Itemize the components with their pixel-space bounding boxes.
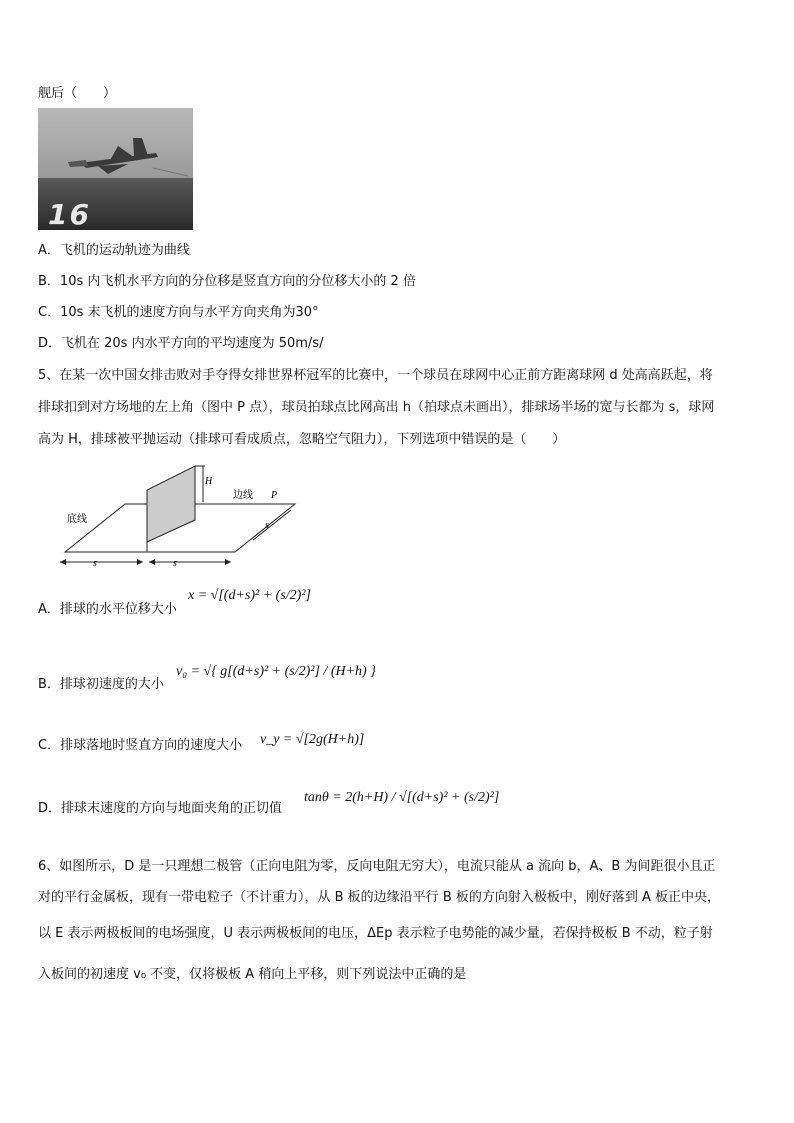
q5-option-c-text: C．排球落地时竖直方向的速度大小 [38, 738, 243, 753]
label-p: P [271, 490, 278, 501]
q6-stem-line1: 6、如图所示，D 是一只理想二极管（正向电阻为零，反向电阻无穷大），电流只能从 a 流向 b，A、B 为间距很小且正 [38, 859, 716, 874]
q6-stem-line3: 以 E 表示两极板间的电场强度，U 表示两极板间的电压，ΔEp 表示粒子电势能的减少量，若保持极板 B 不动，粒子射 [38, 926, 713, 941]
aircraft-carrier-photo [38, 108, 193, 230]
q4-stem-tail: 舰后（ ） [38, 86, 117, 101]
q5-option-a-formula: x = √[(d+s)² + (s/2)²] [188, 588, 311, 603]
q5-option-d-formula: tanθ = 2(h+H) / √[(d+s)² + (s/2)²] [304, 790, 500, 805]
label-baseline: 底线 [67, 514, 87, 525]
q4-option-a: A．飞机的运动轨迹为曲线 [38, 243, 190, 258]
deck-number: 16 [48, 198, 91, 230]
q4-option-c: C．10s 末飞机的速度方向与水平方向夹角为30° [38, 305, 319, 320]
q5-stem-line1: 5、在某一次中国女排击败对手夺得女排世界杯冠军的比赛中，一个球员在球网中心正前方距离球网 d 处高高跃起，将 [38, 368, 713, 383]
label-s-1: s [93, 558, 97, 569]
q5-stem-line2: 排球扣到对方场地的左上角（图中 P 点），球员拍球点比网高出 h（拍球点未画出），排球场半场的宽与长都为 s，球网 [38, 400, 715, 415]
q5-stem-line3: 高为 H，排球被平抛运动（排球可看成质点，忽略空气阻力），下列选项中错误的是（ ） [38, 432, 566, 447]
q6-stem-line2: 对的平行金属板，现有一带电粒子（不计重力），从 B 板的边缘沿平行 B 板的方向射入极板中，刚好落到 A 板正中央， [38, 890, 721, 905]
q4-option-b: B．10s 内飞机水平方向的分位移是竖直方向的分位移大小的 2 倍 [38, 274, 416, 289]
q4-option-d: D．飞机在 20s 内水平方向的平均速度为 50m/s/ [38, 336, 324, 351]
q5-option-d-text: D．排球末速度的方向与地面夹角的正切值 [38, 801, 283, 816]
label-s-2: s [173, 558, 177, 569]
label-h: H [205, 476, 213, 487]
q5-option-b-formula: v₀ = √{ g[(d+s)² + (s/2)²] / (H+h) } [176, 664, 376, 679]
q5-option-c-formula: v_y = √[2g(H+h)] [260, 732, 365, 747]
label-s-3: s [265, 520, 269, 531]
q5-option-a-text: A．排球的水平位移大小 [38, 602, 177, 617]
q5-option-b-text: B．排球初速度的大小 [38, 677, 164, 692]
volleyball-court-diagram [55, 462, 305, 572]
label-sideline: 边线 [233, 490, 253, 501]
q6-stem-line4: 入板间的初速度 v₀ 不变，仅将极板 A 稍向上平移，则下列说法中正确的是 [38, 967, 467, 982]
